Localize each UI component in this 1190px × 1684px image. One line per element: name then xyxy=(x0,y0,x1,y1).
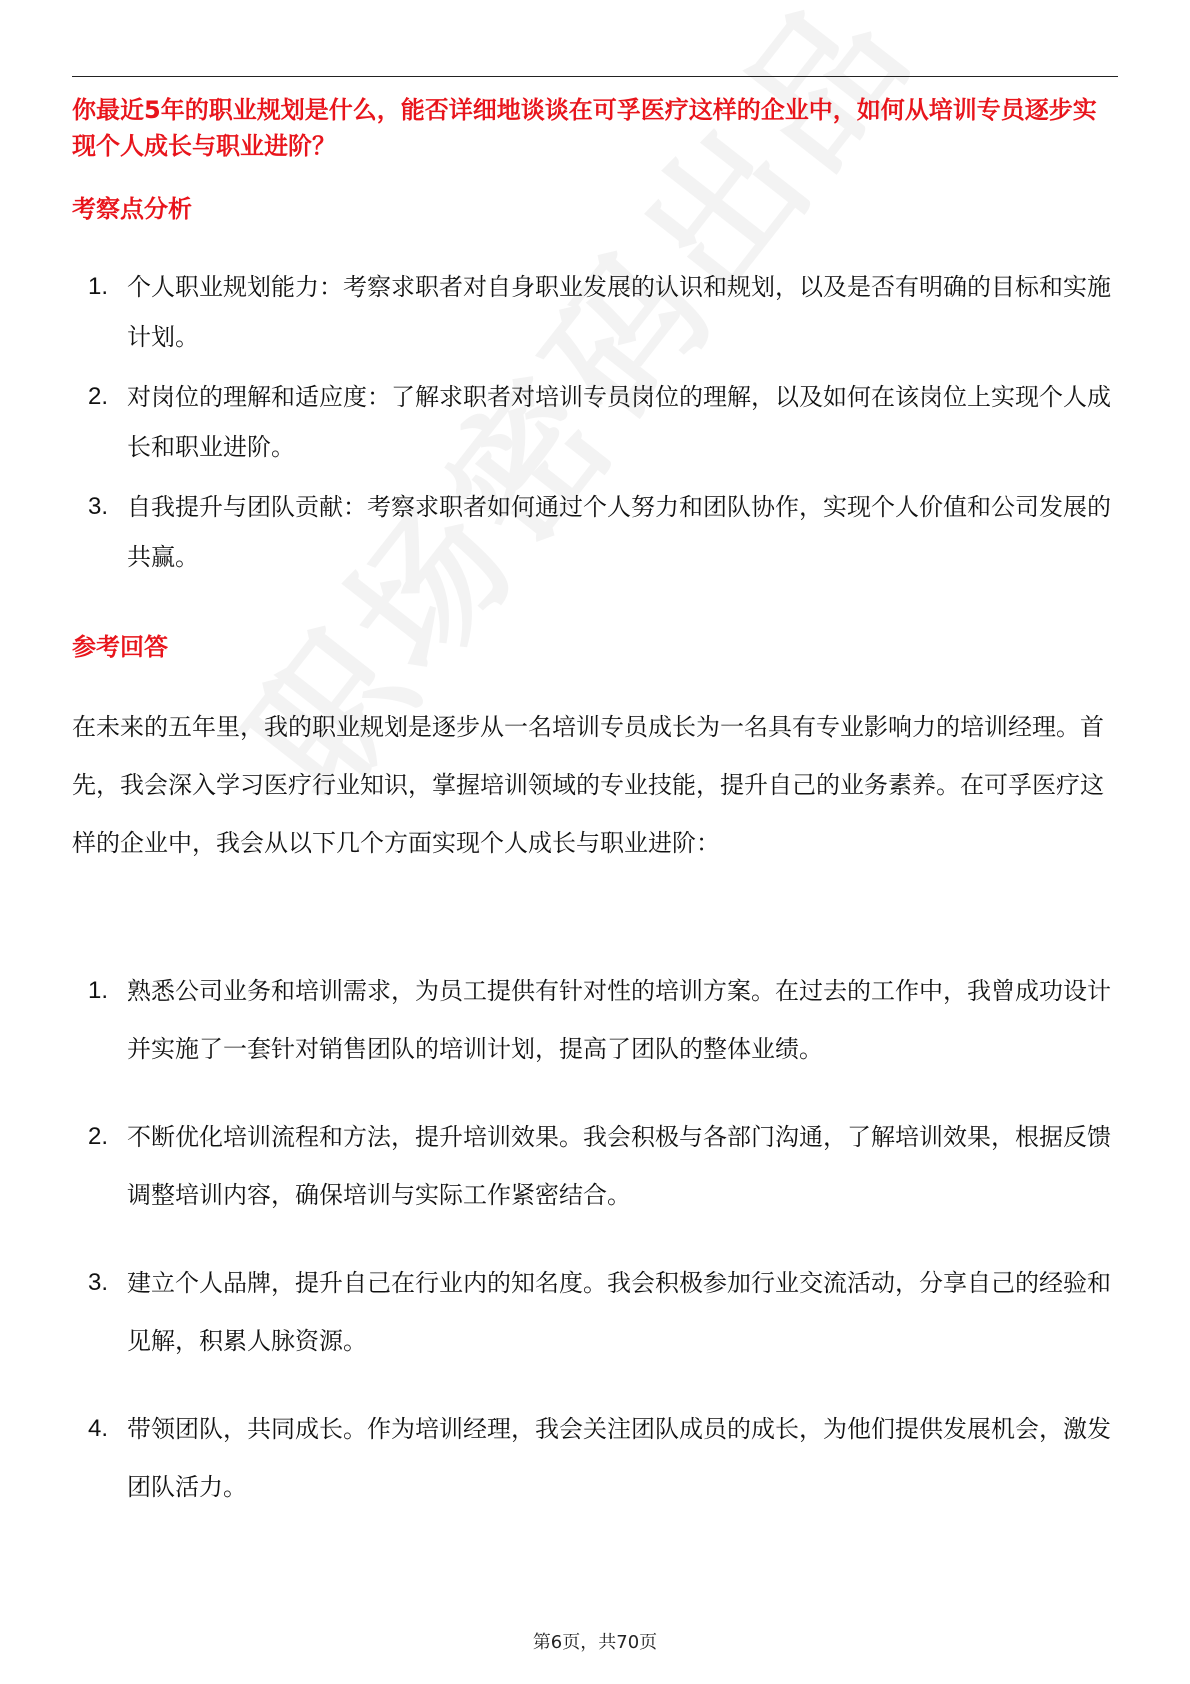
top-divider xyxy=(72,76,1118,77)
answer-item xyxy=(72,962,1118,1078)
analysis-item xyxy=(72,372,1118,472)
answer-item-number: 1. xyxy=(88,977,109,1004)
answer-item-number: 4. xyxy=(88,1415,109,1442)
answer-item xyxy=(72,1108,1118,1224)
answer-item-text: 带领团队，共同成长。作为培训经理，我会关注团队成员的成长，为他们提供发展机会，激发团队活力。 xyxy=(127,1415,1111,1501)
answer-list xyxy=(72,962,1118,1546)
analysis-item-text: 个人职业规划能力：考察求职者对自身职业发展的认识和规划，以及是否有明确的目标和实施计划。 xyxy=(127,273,1111,351)
answer-intro: 在未来的五年里，我的职业规划是逐步从一名培训专员成长为一名具有专业影响力的培训经理。首先，我会深入学习医疗行业知识，掌握培训领域的专业技能，提升自己的业务素养。在可孚医疗这样的企业中，我会从以下几个方面实现个人成长与职业进阶： xyxy=(72,713,1104,857)
answer-item-text: 熟悉公司业务和培训需求，为员工提供有针对性的培训方案。在过去的工作中，我曾成功设计并实施了一套针对销售团队的培训计划，提高了团队的整体业绩。 xyxy=(127,977,1111,1063)
answer-item xyxy=(72,1400,1118,1516)
analysis-item-number: 2. xyxy=(88,383,109,410)
answer-item-number: 3. xyxy=(88,1269,109,1296)
question-title: 你最近5年的职业规划是什么，能否详细地谈谈在可孚医疗这样的企业中，如何从培训专员逐步实现个人成长与职业进阶？ xyxy=(72,96,1097,160)
analysis-item-text: 对岗位的理解和适应度：了解求职者对培训专员岗位的理解，以及如何在该岗位上实现个人成长和职业进阶。 xyxy=(127,383,1111,461)
analysis-list xyxy=(72,262,1118,592)
analysis-item xyxy=(72,482,1118,582)
answer-heading: 参考回答 xyxy=(72,633,168,661)
analysis-item-number: 3. xyxy=(88,493,109,520)
answer-item-text: 不断优化培训流程和方法，提升培训效果。我会积极与各部门沟通，了解培训效果，根据反馈调整培训内容，确保培训与实际工作紧密结合。 xyxy=(127,1123,1111,1209)
analysis-item xyxy=(72,262,1118,362)
analysis-heading: 考察点分析 xyxy=(72,195,192,223)
answer-item-text: 建立个人品牌，提升自己在行业内的知名度。我会积极参加行业交流活动，分享自己的经验和见解，积累人脉资源。 xyxy=(127,1269,1111,1355)
answer-item xyxy=(72,1254,1118,1370)
answer-item-number: 2. xyxy=(88,1123,109,1150)
analysis-item-text: 自我提升与团队贡献：考察求职者如何通过个人努力和团队协作，实现个人价值和公司发展的共赢。 xyxy=(127,493,1111,571)
analysis-item-number: 1. xyxy=(88,273,109,300)
page-footer: 第6页，共70页 xyxy=(532,1632,658,1653)
